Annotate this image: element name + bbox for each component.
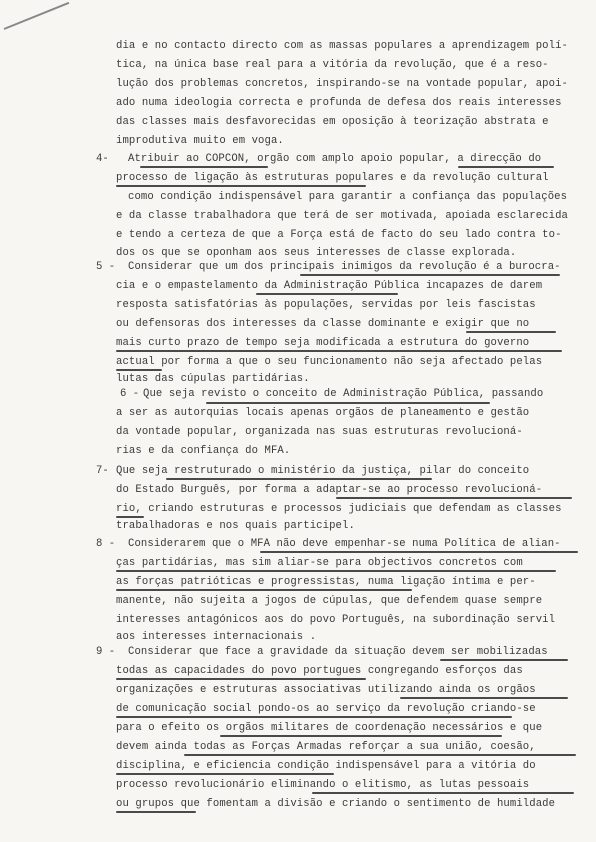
text-line: lução dos problemas concretos, inspirando-se na vontade popular, apoi-	[116, 78, 569, 90]
text-line: a ser as autorquias locais apenas orgãos de planeamento e gestão	[116, 407, 530, 419]
pen-underline	[116, 716, 512, 718]
text-line: ou grupos que fomentam a divisão e criando o sentimento de humildade	[116, 798, 556, 810]
text-line: Considerar que um dos principais inimigos da revolução é a burocra-	[128, 261, 561, 273]
text-line: Considerarem que o MFA não deve empenhar-se numa Política de alian-	[128, 538, 561, 550]
text-line: processo de ligação às estruturas populares e da revolução cultural	[116, 172, 549, 184]
text-line: interesses antagónicos aos do povo Português, na subordinação servil	[116, 614, 556, 626]
pen-underline	[184, 754, 576, 756]
text-line: ado numa ideologia correcta e profunda de defesa dos reais interesses	[116, 97, 562, 109]
pen-underline	[116, 589, 412, 591]
text-line: devem ainda todas as Forças Armadas reforçar a sua união, coesão,	[116, 741, 536, 753]
pen-underline	[300, 274, 560, 276]
text-line: trabalhadoras e nos quais participel.	[116, 520, 355, 532]
pen-underline	[400, 697, 568, 699]
text-line: dia e no contacto directo com as massas populares a aprendizagem polí-	[116, 40, 569, 52]
text-line: Que seja restruturado o ministério da justiça, pilar do conceito	[116, 465, 530, 477]
pen-underline	[116, 185, 366, 187]
text-line: e da classe trabalhadora que terá de ser motivada, apoiada esclarecida	[116, 210, 569, 222]
item-number-4: 4-	[96, 153, 109, 165]
pen-underline	[116, 369, 162, 371]
pen-underline	[140, 166, 268, 168]
text-line: como condição indispensável para garantir a confiança das populações	[128, 191, 568, 203]
pen-underline	[116, 516, 144, 518]
pen-mark	[4, 2, 70, 30]
pen-underline	[116, 773, 334, 775]
text-line: do Estado Burguês, por forma a adaptar-se ao processo revolucioná-	[116, 484, 543, 496]
text-line: manente, não sujeita a jogos de cúpulas, que defendem quase sempre	[116, 595, 543, 607]
item-number-9: 9 -	[96, 646, 116, 658]
item-number-6: 6 -	[120, 388, 140, 400]
pen-underline	[206, 402, 490, 404]
pen-underline	[166, 478, 432, 480]
pen-underline	[116, 570, 556, 572]
text-line: todas as capacidades do povo portugues congregando esforços das	[116, 665, 523, 677]
pen-underline	[220, 735, 502, 737]
text-line: e tendo a certeza de que a Força está de facto do seu lado contra to-	[116, 229, 562, 241]
text-line: ou defensoras dos interesses da classe dominante e exigir que no	[116, 318, 530, 330]
pen-underline	[116, 811, 196, 813]
text-line: mais curto prazo de tempo seja modificada a estrutura do governo	[116, 337, 530, 349]
text-line: organizações e estruturas associativas utilizando ainda os orgãos	[116, 684, 536, 696]
pen-underline	[466, 331, 556, 333]
text-line: improdutiva muito em voga.	[116, 135, 284, 147]
item-number-7: 7-	[96, 465, 109, 477]
pen-underline	[312, 792, 574, 794]
pen-underline	[256, 293, 398, 295]
text-line: as forças patrióticas e progressistas, numa ligação íntima e per-	[116, 576, 536, 588]
pen-underline	[116, 678, 366, 680]
text-line: Que seja revisto o conceito de Administração Pública, passando	[143, 388, 544, 400]
item-number-5: 5 -	[96, 261, 116, 273]
text-line: ças partidárias, mas sim aliar-se para objectivos concretos com	[116, 557, 523, 569]
text-line: cia e o empastelamento da Administração Pública incapazes de darem	[116, 280, 543, 292]
pen-underline	[440, 659, 568, 661]
text-line: de comunicação social pondo-os ao serviço da revolução criando-se	[116, 703, 536, 715]
text-line: das classes mais desfavorecidas em oposição à teorização abstrata e	[116, 116, 549, 128]
text-line: da vontade popular, organizada nas suas estruturas revolucioná-	[116, 426, 523, 438]
text-line: Considerar que face a gravidade da situação devem ser mobilizadas	[128, 646, 548, 658]
text-line: dos os que se oponham aos seus interesses de classe explorada.	[116, 247, 517, 259]
item-number-8: 8 -	[96, 538, 116, 550]
pen-underline	[116, 350, 562, 352]
text-line: aos interesses internacionais .	[116, 631, 317, 643]
text-line: resposta satisfatórias às populações, servidas por leis fascistas	[116, 299, 536, 311]
pen-underline	[260, 551, 578, 553]
text-line: actual por forma a que o seu funcionamento não seja afectado pelas	[116, 356, 543, 368]
text-line: Atribuir ao COPCON, orgão com amplo apoio popular, a direcção do	[128, 153, 542, 165]
text-line: rias e da confiança do MFA.	[116, 445, 291, 457]
text-line: lutas das cúpulas partidárias.	[116, 373, 310, 385]
pen-underline	[458, 166, 554, 168]
text-line: disciplina, e eficiencia condição indispensável para a vitória do	[116, 760, 536, 772]
pen-underline	[336, 497, 572, 499]
text-line: para o efeito os orgãos militares de coordenação necessários e que	[116, 722, 543, 734]
text-line: rio, criando estruturas e processos judiciais que defendam as classes	[116, 503, 562, 515]
text-line: processo revolucionário eliminando o elitismo, as lutas pessoais	[116, 779, 530, 791]
text-line: tica, na única base real para a vitória da revolução, que é a reso-	[116, 59, 549, 71]
